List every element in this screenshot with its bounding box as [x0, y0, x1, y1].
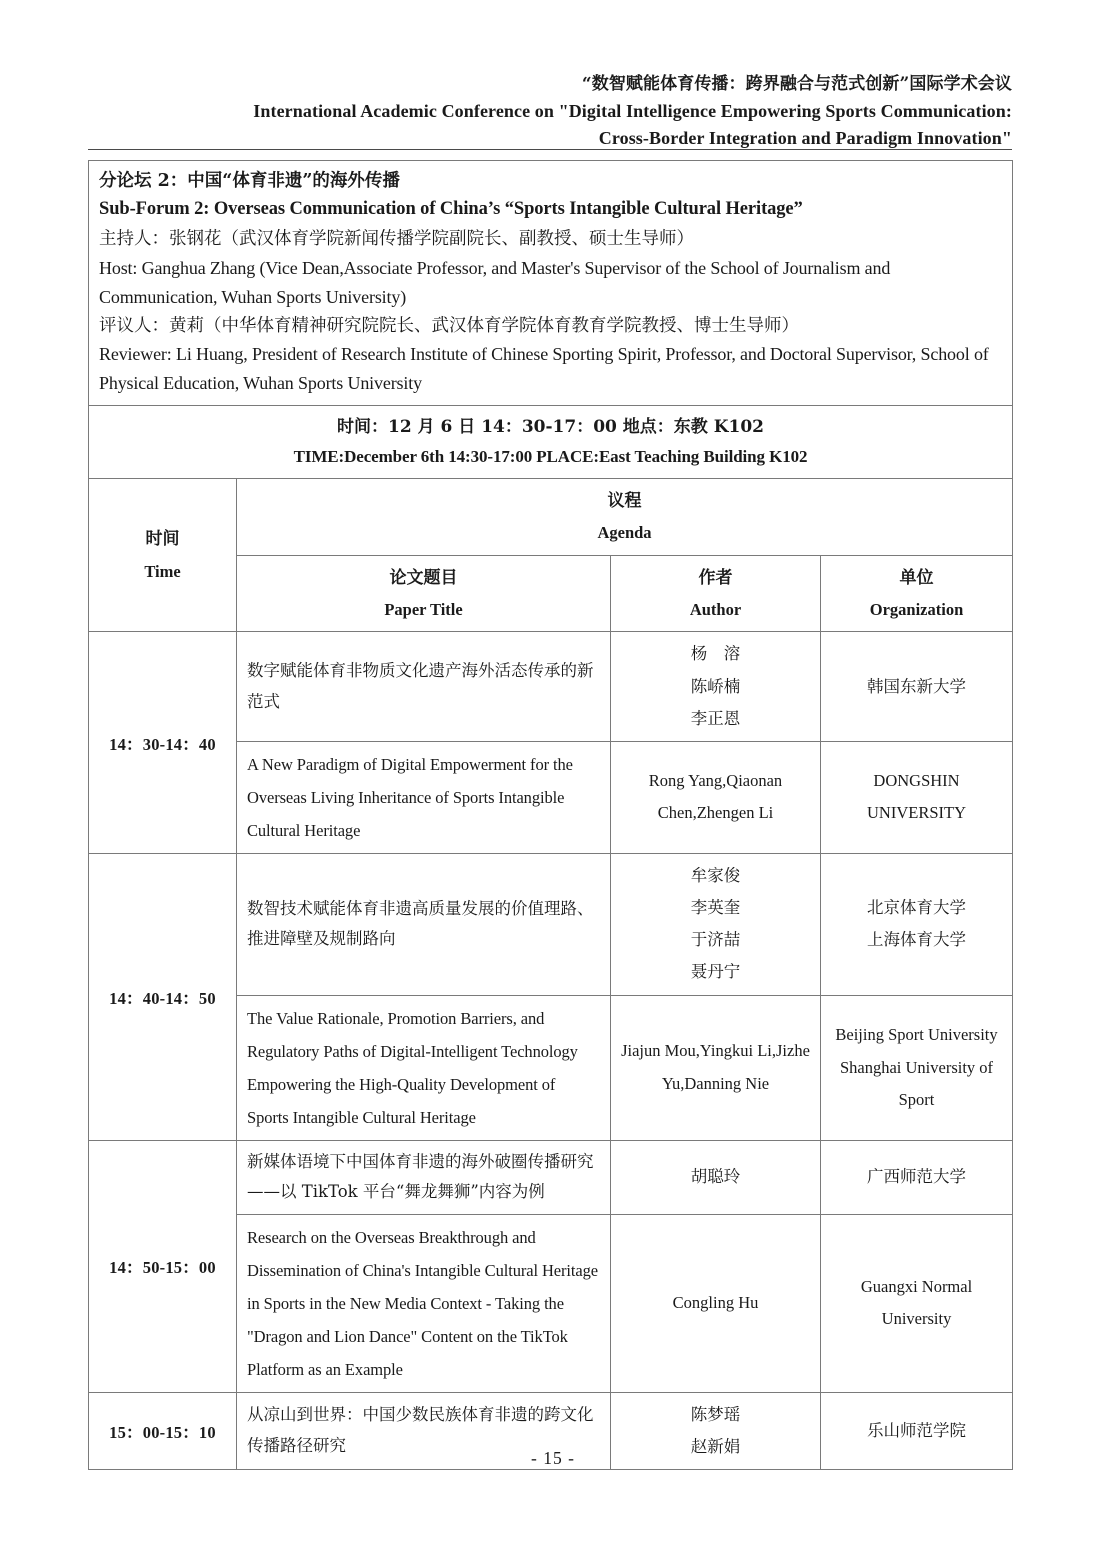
organization-name: Guangxi Normal — [860, 1276, 973, 1296]
session-time-slot: 14：40-14：50 — [89, 853, 237, 1140]
author-name: 李英奎 — [690, 898, 741, 918]
forum-intro-cell — [89, 161, 1013, 406]
column-header-paper-title — [237, 555, 611, 632]
author-name: 聂丹宁 — [690, 962, 741, 982]
organization-name: 乐山师范学院 — [867, 1420, 966, 1440]
conference-title-chinese: “数智赋能体育传播：跨界融合与范式创新”国际学术会议 — [581, 74, 1012, 94]
paper-authors-english — [611, 995, 821, 1140]
host-english: Host: Ganghua Zhang (Vice Dean,Associate Professor, and Master's Supervisor of the School of Journalism and Communication, Wuhan Sports University) — [99, 257, 891, 307]
column-header-time — [89, 479, 237, 632]
paper-authors-chinese — [611, 1140, 821, 1214]
agenda-table — [88, 160, 1013, 1470]
time-place-english: TIME:December 6th 14:30-17:00 PLACE:East Teaching Building K102 — [293, 446, 808, 466]
forum-title-english: Sub-Forum 2: Overseas Communication of China’s “Sports Intangible Cultural Heritage” — [99, 199, 803, 220]
author-name: Rong Yang,Qiaonan — [648, 771, 783, 791]
organization-name: 韩国东新大学 — [867, 676, 966, 696]
paper-title-english: Research on the Overseas Breakthrough and Dissemination of China's Intangible Cultural Heritage in Sports in the New Media Context - Taking the "Dragon and Lion Dance" Content on the TikTok Platform as an Example — [237, 1214, 611, 1392]
time-place-cell — [89, 405, 1013, 479]
host-chinese: 主持人：张钢花（武汉体育学院新闻传播学院副院长、副教授、硕士生导师） — [99, 229, 694, 250]
organization-name: DONGSHIN — [873, 771, 960, 791]
paper-authors-english — [611, 1214, 821, 1392]
author-name: 赵新娟 — [690, 1436, 741, 1456]
paper-organization-english — [821, 995, 1013, 1140]
column-header-agenda — [237, 479, 1013, 556]
table-row — [89, 1140, 1013, 1214]
column-header-author — [611, 555, 821, 632]
author-name: 于济喆 — [690, 930, 741, 950]
paper-authors-english — [611, 741, 821, 853]
column-header-author-english: Author — [689, 600, 742, 620]
paper-organization-chinese — [821, 853, 1013, 995]
paper-title-chinese: 新媒体语境下中国体育非遗的海外破圈传播研究——以 TikTok 平台“舞龙舞狮”内容为例 — [237, 1140, 611, 1214]
column-header-organization — [821, 555, 1013, 632]
column-header-paper-title-english: Paper Title — [384, 600, 463, 620]
column-header-organization-english: Organization — [869, 600, 964, 620]
paper-organization-english — [821, 1214, 1013, 1392]
paper-title-chinese: 从凉山到世界：中国少数民族体育非遗的跨文化传播路径研究 — [237, 1392, 611, 1469]
session-time-slot: 15：00-15：10 — [89, 1392, 237, 1469]
table-row — [89, 632, 1013, 742]
paper-title-chinese: 数智技术赋能体育非遗高质量发展的价值理路、推进障壁及规制路向 — [237, 853, 611, 995]
paper-organization-english — [821, 741, 1013, 853]
forum-title-chinese: 分论坛 2：中国“体育非遗”的海外传播 — [99, 171, 400, 191]
organization-name: Beijing Sport University — [835, 1025, 998, 1045]
author-name: 李正恩 — [690, 708, 741, 728]
column-header-time-chinese: 时间 — [145, 529, 180, 550]
paper-title-english: A New Paradigm of Digital Empowerment for the Overseas Living Inheritance of Sports Intangible Cultural Heritage — [237, 741, 611, 853]
author-name: 杨 溶 — [690, 644, 741, 664]
page-number: - 15 - — [531, 1448, 575, 1468]
column-header-author-chinese: 作者 — [698, 567, 733, 588]
author-name: 牟家俊 — [690, 865, 741, 885]
paper-organization-chinese — [821, 632, 1013, 742]
author-name: Jiajun Mou,Yingkui Li,Jizhe — [621, 1041, 810, 1061]
organization-name: 北京体育大学 — [867, 898, 966, 918]
column-header-organization-chinese: 单位 — [899, 567, 934, 588]
organization-name: 上海体育大学 — [867, 930, 966, 950]
paper-title-chinese: 数字赋能体育非物质文化遗产海外活态传承的新范式 — [237, 632, 611, 742]
reviewer-english: Reviewer: Li Huang, President of Research Institute of Chinese Sporting Spirit, Professor, and Doctoral Supervisor, School of Physical Education, Wuhan Sports University — [99, 344, 989, 394]
table-row — [89, 853, 1013, 995]
paper-authors-chinese — [611, 632, 821, 742]
conference-title-english-line2: Cross-Border Integration and Paradigm Innovation" — [598, 128, 1012, 149]
time-place-chinese: 时间：12 月 6 日 14：30-17：00 地点：东教 K102 — [337, 416, 764, 437]
organization-name: UNIVERSITY — [867, 803, 966, 823]
author-name: 陈梦瑶 — [690, 1404, 741, 1424]
author-name: Yu,Danning Nie — [661, 1073, 770, 1093]
author-name: Congling Hu — [672, 1293, 759, 1313]
document-running-header — [88, 72, 1012, 153]
session-time-slot: 14：50-15：00 — [89, 1140, 237, 1392]
column-header-time-english: Time — [144, 561, 181, 581]
paper-organization-chinese — [821, 1140, 1013, 1214]
author-name: Chen,Zhengen Li — [657, 803, 774, 823]
conference-title-english-line1: International Academic Conference on "Digital Intelligence Empowering Sports Communication: — [253, 100, 1012, 121]
organization-name: University — [881, 1309, 952, 1329]
time-place-row — [89, 405, 1013, 479]
header-row-agenda — [89, 479, 1013, 556]
author-name: 胡聪玲 — [690, 1167, 741, 1187]
column-header-paper-title-chinese: 论文题目 — [389, 567, 458, 588]
header-divider-rule — [88, 149, 1012, 150]
column-header-agenda-english: Agenda — [597, 523, 652, 543]
organization-name: 广西师范大学 — [867, 1167, 966, 1187]
author-name: 陈峤楠 — [690, 676, 741, 696]
paper-authors-chinese — [611, 853, 821, 995]
organization-name: Shanghai University of — [839, 1057, 994, 1077]
session-time-slot: 14：30-14：40 — [89, 632, 237, 854]
column-header-agenda-chinese: 议程 — [607, 491, 642, 512]
paper-title-english: The Value Rationale, Promotion Barriers, and Regulatory Paths of Digital-Intelligent Technology Empowering the High-Quality Development of Sports Intangible Cultural Heritage — [237, 995, 611, 1140]
organization-name: Sport — [898, 1089, 935, 1109]
forum-intro-row — [89, 161, 1013, 406]
reviewer-chinese: 评议人：黄莉（中华体育精神研究院院长、武汉体育学院体育教育学院教授、博士生导师） — [99, 315, 799, 336]
